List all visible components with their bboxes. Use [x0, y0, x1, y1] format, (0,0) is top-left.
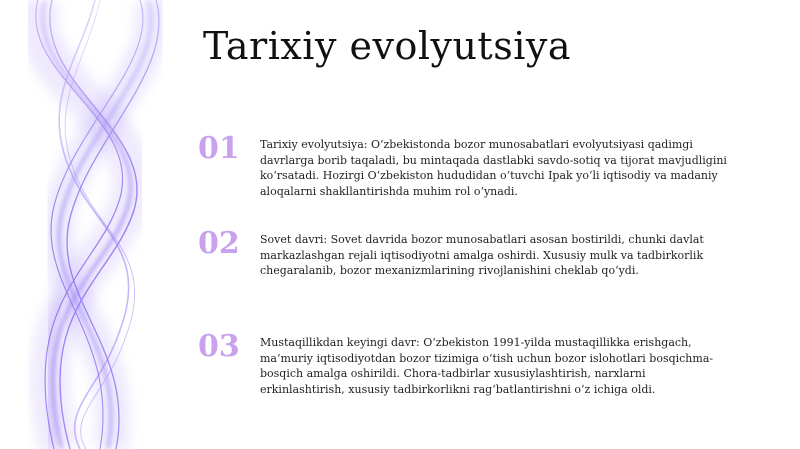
item-text: Sovet davri: Sovet davrida bozor munosabatlari asosan bostirildi, chunki davlat markazlashgan rejali iqtisodiyotni amalga oshirdi. Xususiy mulk va tadbirkorlik chegaralanib, bozor mexanizmlarining rivojlanishini cheklab qo‘ydi. [260, 233, 704, 277]
decorative-ribbon-graphic [0, 0, 200, 449]
item-number: 01 [198, 131, 240, 166]
slide-title: Tarixiy evolyutsiya [203, 24, 571, 68]
item-text: Mustaqillikdan keyingi davr: O‘zbekiston 1991-yilda mustaqillikka erishgach, ma’muriy iqtisodiyotdan bozor tizimiga o‘tish uchun bozor islohotlari bosqichma-bosqich amalga oshirildi. Chora-tadbirlar xususiylashtirish, narxlarni erkinlashtirish, xususiy tadbirkorlikni rag‘batlantirishni o‘z ichiga oldi. [260, 336, 714, 396]
item-number: 02 [198, 226, 240, 261]
item-text: Tarixiy evolyutsiya: O‘zbekistonda bozor munosabatlari evolyutsiyasi qadimgi davrlarga borib taqaladi, bu mintaqada dastlabki savdo-sotiq va tijorat mavjudligini ko‘rsatadi. Hozirgi O‘zbekiston hududidan o‘tuvchi Ipak yo‘li iqtisodiy va madaniy aloqalarni shakllantirishda muhim rol o‘ynadi. [260, 138, 727, 198]
item-number: 03 [198, 329, 240, 364]
